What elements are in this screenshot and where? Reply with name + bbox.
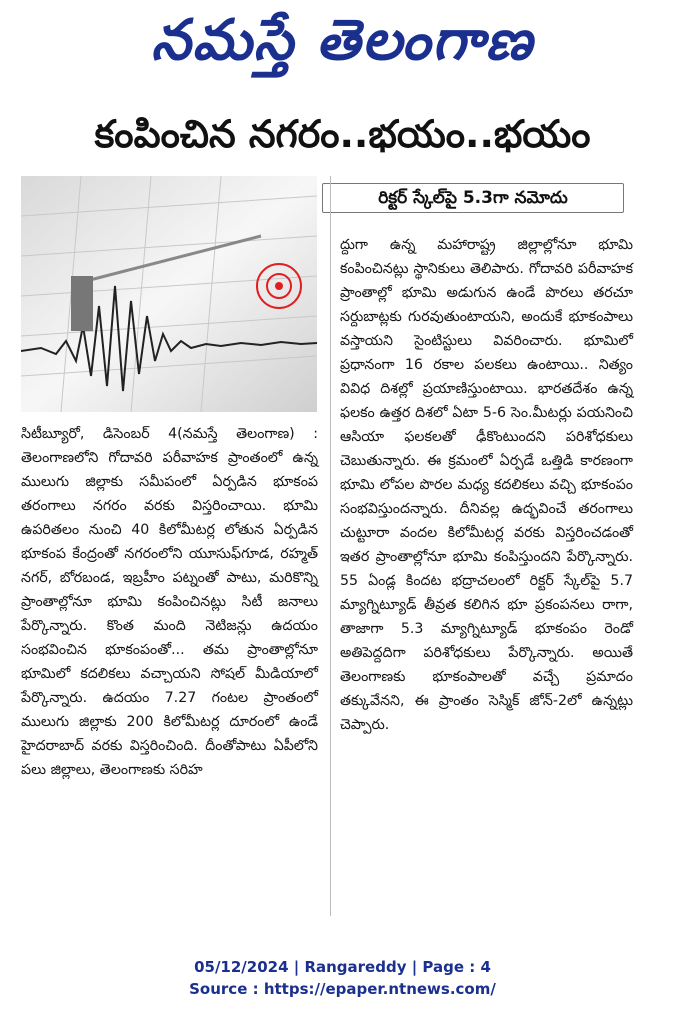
- seismograph-image: [21, 176, 317, 412]
- article-text-left: సిటీబ్యూరో, డిసెంబర్ 4(నమస్తే తెలంగాణ) : తెలంగాణలోని గోదావరి పరీవాహక ప్రాంతంలో ఉన్న ములుగు జిల్లాకు సమీపంలో ఏర్పడిన భూకంప తరంగాలు నగరం వరకు విస్తరించాయి. భూమి ఉపరితలం నుంచి 40 కిలోమీటర్ల లోతున ఏర్పడిన భూకంప కేంద్రంతో నగరంలోని యూసుఫ్‌గూడ, రహ్మత్ నగర్, బోరబండ, ఇబ్రహీం పట్నంతో పాటు, మరికొన్ని ప్రాంతాల్లోనూ భూమి కంపించినట్లు సిటీ జనాలు పేర్కొన్నారు. కొంత మంది నెటిజన్లు ఉదయం సంభవించిన భూకంపంతో... తమ ప్రాంతాల్లోనూ భూమిలో కదలికలు వచ్చాయని సోషల్ మీడియాలో పేర్కొన్నారు. ఉదయం 7.27 గంటల ప్రాంతంలో ములుగు జిల్లాకు 200 కిలోమీటర్ల దూరంలో ఉండే హైదరాబాద్ వరకు విస్తరించింది. దీంతోపాటు ఏపీలోని పలు జిల్లాలు, తెలంగాణకు సరిహ: [21, 426, 318, 778]
- article-column-left: [21, 422, 318, 782]
- footer-source[interactable]: Source : https://epaper.ntnews.com/: [189, 980, 496, 998]
- subheading-box: రిక్టర్ స్కేల్‌పై 5.3గా నమోదు: [322, 183, 624, 213]
- masthead-logo: నమస్తే తెలంగాణ: [151, 8, 534, 73]
- article-column-right: [340, 233, 633, 737]
- article-text-right: ద్దుగా ఉన్న మహారాష్ట్ర జిల్లాల్లోనూ భూమి కంపించినట్లు స్థానికులు తెలిపారు. గోదావరి పరీవాహక ప్రాంతాల్లో భూమి అడుగున ఉండే పొరలు తరచూ సర్దుబాట్లకు గురవుతుంటాయని, అందుకే భూకంపాలు వస్తాయని సైంటిస్టులు వివరించారు. భూమిలో ప్రధానంగా 16 రకాల పలకలు ఉంటాయి.. నిత్యం వివిధ దిశల్లో ప్రయాణిస్తుంటాయి. భారతదేశం ఉన్న ఫలకం ఉత్తర దిశలో ఏటా 5-6 సెం.మీటర్లు పయనించి ఆసియా ఫలకలతో ఢీకొంటుందని పరిశోధకులు చెబుతున్నారు. ఈ క్రమంలో ఏర్పడే ఒత్తిడి కారణంగా భూమి లోపల పొరల మధ్య కదలికలు వచ్చి భూకంపం సంభవిస్తుందన్నారు. దీనివల్ల ఉద్భవించే తరంగాలు చుట్టూరా వందల కిలోమీటర్ల వరకు విస్తరించడంతో ఇతర ప్రాంతాల్లోనూ భూమి కంపిస్తుందని పేర్కొన్నారు. 55 ఏండ్ల కిందట భద్రాచలంలో రిక్టర్ స్కేల్‌పై 5.7 మ్యాగ్నిట్యూడ్ తీవ్రత కలిగిన భూ ప్రకంపనలు రాగా, తాజాగా 5.3 మ్యాగ్నిట్యూడ్ భూకంపం రెండో అతిపెద్దదిగా పరిశోధకులు పేర్కొన్నారు. అయితే తెలంగాణకు భూకంపాలతో వచ్చే ప్రమాదం తక్కువేనని, ఈ ప్రాంతం సెస్మిక్ జోన్-2లో ఉన్నట్లు చెప్పారు.: [340, 237, 633, 733]
- footer-date-edition: 05/12/2024 | Rangareddy | Page : 4: [194, 958, 491, 976]
- seismograph-photo: [21, 176, 317, 412]
- article-headline: కంపించిన నగరం..భయం..భయం: [94, 112, 591, 156]
- column-divider: [330, 176, 331, 916]
